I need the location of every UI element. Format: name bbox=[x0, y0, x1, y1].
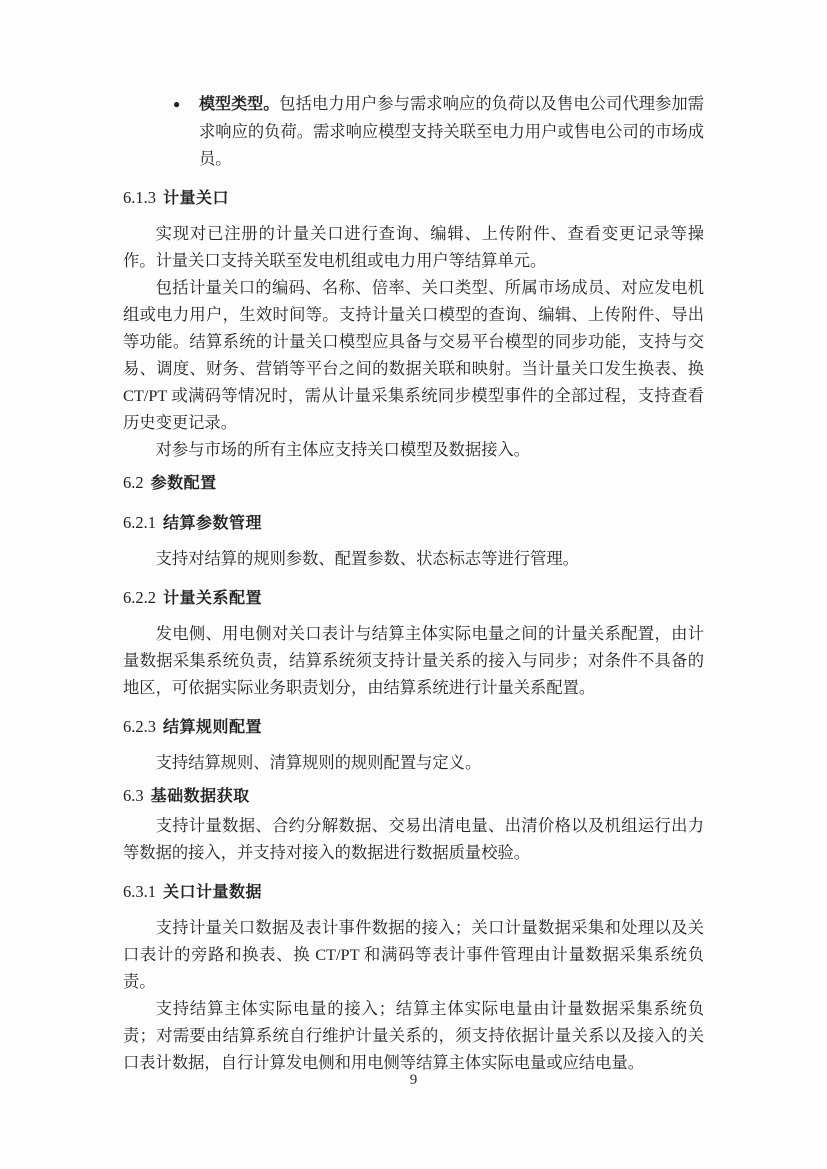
section-number: 6.1.3 bbox=[123, 188, 156, 207]
section-number: 6.2 bbox=[123, 473, 144, 492]
section-number: 6.2.2 bbox=[123, 588, 156, 607]
section-title: 参数配置 bbox=[150, 475, 217, 492]
section-heading-6-2-3 bbox=[123, 713, 704, 741]
section-heading-6-3 bbox=[123, 782, 704, 810]
section-number: 6.3.1 bbox=[123, 882, 156, 901]
section-heading-6-1-3 bbox=[123, 184, 704, 212]
section-heading-6-2 bbox=[123, 469, 704, 497]
section-number: 6.2.3 bbox=[123, 717, 156, 736]
paragraph: 支持对结算的规则参数、配置参数、状态标志等进行管理。 bbox=[155, 549, 579, 568]
bullet-icon: ● bbox=[173, 97, 181, 111]
paragraph: 实现对已注册的计量关口进行查询、编辑、上传附件、查看变更记录等操作。计量关口支持关联至发电机组或电力用户等结算单元。 bbox=[123, 224, 704, 270]
section-number: 6.2.1 bbox=[123, 513, 156, 532]
bullet-lead-text: 模型类型。 bbox=[199, 96, 280, 113]
section-number: 6.3 bbox=[123, 786, 144, 805]
paragraph: 支持计量数据、合约分解数据、交易出清电量、出清价格以及机组运行出力等数据的接入，并支持对接入的数据进行数据质量校验。 bbox=[123, 816, 704, 862]
document-content bbox=[123, 90, 704, 1076]
bullet-item-model-type bbox=[123, 90, 704, 172]
section-title: 计量关口 bbox=[163, 190, 230, 207]
paragraph: 对参与市场的所有主体应支持关口模型及数据接入。 bbox=[155, 440, 531, 459]
paragraph: 支持结算主体实际电量的接入；结算主体实际电量由计量数据采集系统负责；对需要由结算系统自行维护计量关系的，须支持依据计量关系以及接入的关口表计数据，自行计算发电侧和用电侧等结算主体实际电量或应结电量。 bbox=[123, 999, 704, 1072]
section-title: 关口计量数据 bbox=[163, 884, 263, 901]
section-title: 计量关系配置 bbox=[163, 590, 263, 607]
bullet-body-text: 包括电力用户参与需求响应的负荷以及售电公司代理参加需求响应的负荷。需求响应模型支持关联至电力用户或售电公司的市场成员。 bbox=[199, 94, 704, 168]
page-footer bbox=[123, 1072, 704, 1089]
section-heading-6-2-1 bbox=[123, 509, 704, 537]
page-number: 9 bbox=[409, 1072, 418, 1088]
section-heading-6-2-2 bbox=[123, 584, 704, 612]
section-heading-6-3-1 bbox=[123, 878, 704, 906]
section-title: 结算参数管理 bbox=[163, 515, 263, 532]
paragraph: 发电侧、用电侧对关口表计与结算主体实际电量之间的计量关系配置，由计量数据采集系统负责，结算系统须支持计量关系的接入与同步；对条件不具备的地区，可依据实际业务职责划分，由结算系统进行计量关系配置。 bbox=[123, 624, 704, 697]
section-title: 基础数据获取 bbox=[150, 788, 250, 805]
paragraph: 包括计量关口的编码、名称、倍率、关口类型、所属市场成员、对应发电机组或电力用户，生效时间等。支持计量关口模型的查询、编辑、上传附件、导出等功能。结算系统的计量关口模型应具备与交易平台模型的同步功能，支持与交易、调度、财务、营销等平台之间的数据关联和映射。当计量关口发生换表、换 CT/PT 或满码等情况时，需从计量采集系统同步模型事件的全部过程，支持查看历史变更记录。 bbox=[123, 278, 704, 432]
paragraph: 支持结算规则、清算规则的规则配置与定义。 bbox=[155, 753, 482, 772]
paragraph: 支持计量关口数据及表计事件数据的接入；关口计量数据采集和处理以及关口表计的旁路和换表、换 CT/PT 和满码等表计事件管理由计量数据采集系统负责。 bbox=[123, 918, 704, 991]
section-title: 结算规则配置 bbox=[163, 719, 263, 736]
